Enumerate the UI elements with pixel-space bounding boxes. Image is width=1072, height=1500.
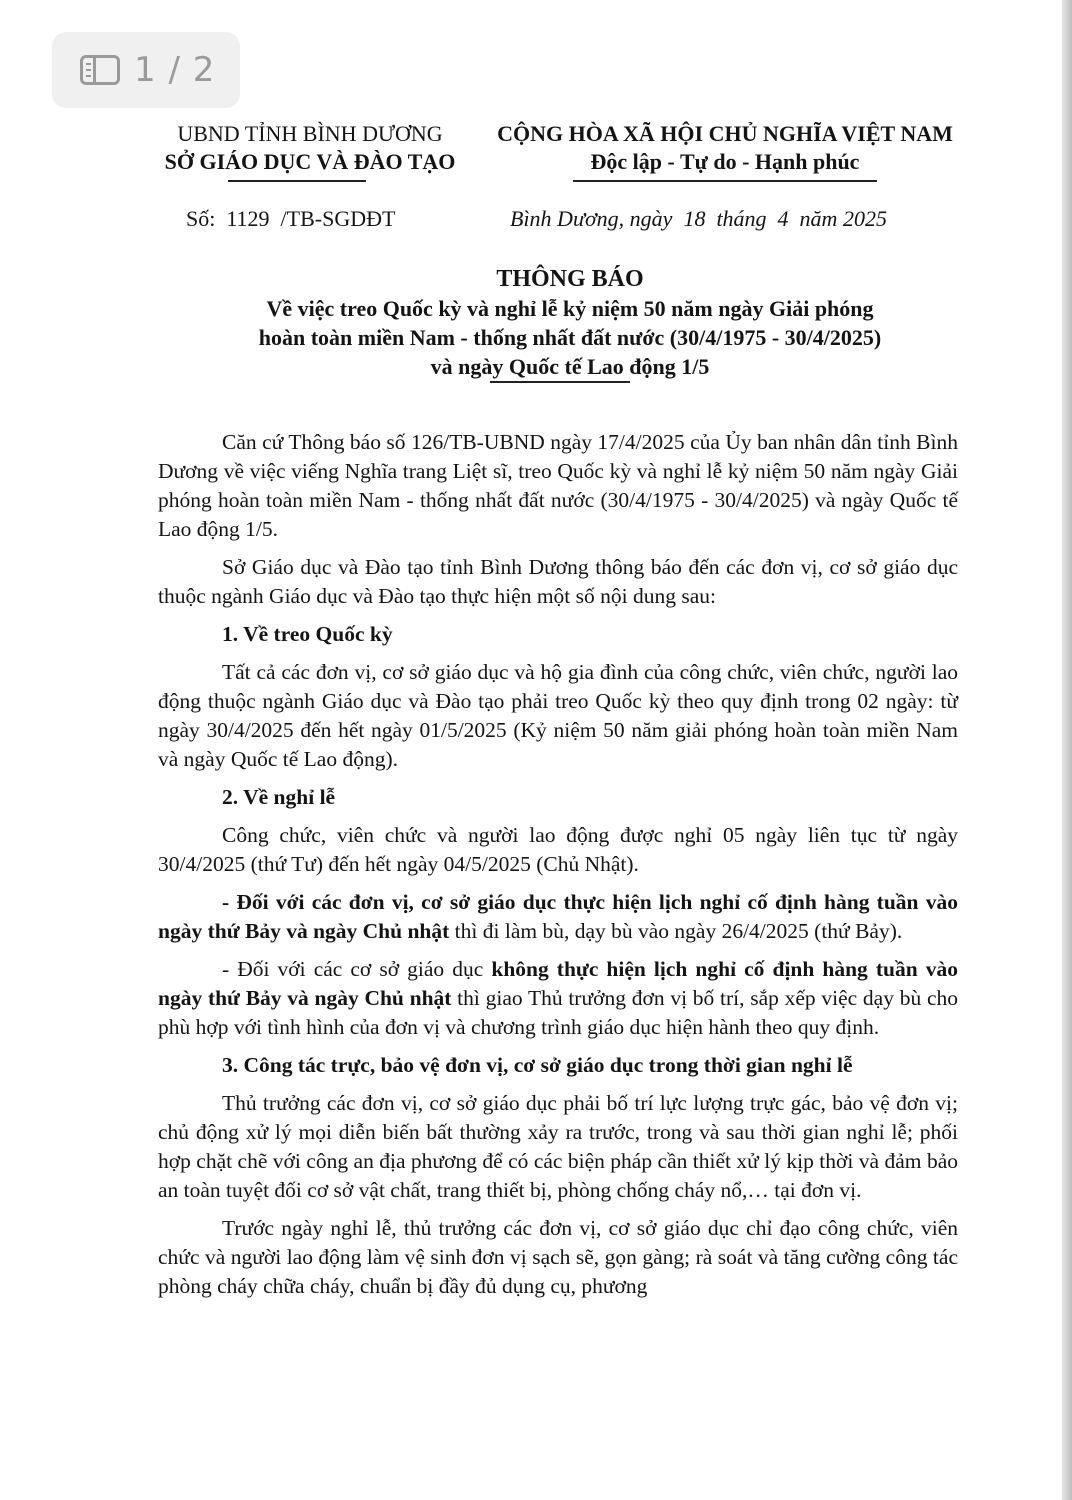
section-2-paragraph-2 bbox=[158, 888, 958, 946]
document-number: Số: 1129 /TB-SGDĐT bbox=[186, 206, 396, 231]
section-3-heading: 3. Công tác trực, bảo vệ đơn vị, cơ sở giáo dục trong thời gian nghỉ lễ bbox=[222, 1053, 853, 1077]
motto: Độc lập - Tự do - Hạnh phúc bbox=[590, 149, 860, 174]
document-title bbox=[140, 264, 1000, 381]
intro-paragraph-1: Căn cứ Thông báo số 126/TB-UBND ngày 17/4/2025 của Ủy ban nhân dân tỉnh Bình Dương về việc viếng Nghĩa trang Liệt sĩ, treo Quốc kỳ và nghỉ lễ kỷ niệm 50 năm ngày Giải phóng hoàn toàn miền Nam - thống nhất đất nước (30/4/1975 - 30/4/2025) và ngày Quốc tế Lao động 1/5. bbox=[158, 430, 958, 541]
agency-underline bbox=[228, 180, 366, 182]
intro-paragraph-2: Sở Giáo dục và Đào tạo tỉnh Bình Dương thông báo đến các đơn vị, cơ sở giáo dục thuộc ngành Giáo dục và Đào tạo thực hiện một số nội dung sau: bbox=[158, 555, 958, 608]
section-2-p2-rest: thì đi làm bù, dạy bù vào ngày 26/4/2025 (thứ Bảy). bbox=[449, 919, 903, 943]
agency-parent: UBND TỈNH BÌNH DƯƠNG bbox=[177, 121, 443, 146]
title-main: THÔNG BÁO bbox=[496, 266, 644, 292]
section-2-p2-bold: thực hiện lịch nghỉ cố định hàng tuần vào ngày thứ Bảy và ngày Chủ nhật bbox=[158, 890, 958, 943]
national-heading bbox=[470, 120, 980, 176]
document-date: Bình Dương, ngày 18 tháng 4 năm 2025 bbox=[510, 206, 887, 231]
section-1-paragraph: Tất cả các đơn vị, cơ sở giáo dục và hộ gia đình của công chức, viên chức, người lao động thuộc ngành Giáo dục và Đào tạo phải treo Quốc kỳ theo quy định trong 02 ngày: từ ngày 30/4/2025 đến hết ngày 01/5/2025 (Kỷ niệm 50 năm giải phóng hoàn toàn miền Nam và ngày Quốc tế Lao động). bbox=[158, 660, 958, 771]
title-line-1: Về việc treo Quốc kỳ và nghỉ lễ kỷ niệm 50 năm ngày Giải phóng bbox=[266, 296, 874, 321]
section-2-p3-lead: - Đối với các cơ sở giáo dục bbox=[222, 957, 492, 981]
country-name: CỘNG HÒA XÃ HỘI CHỦ NGHĨA VIỆT NAM bbox=[497, 121, 953, 146]
document-body bbox=[158, 428, 958, 1310]
agency-name: SỞ GIÁO DỤC VÀ ĐÀO TẠO bbox=[164, 149, 456, 174]
sidebar-icon bbox=[80, 55, 120, 85]
section-2-p3-rest: thì giao Thủ trưởng đơn vị bố trí, sắp xếp việc dạy bù cho phù hợp với tình hình của đơn vị và chương trình giáo dục hiện hành theo quy định. bbox=[158, 986, 958, 1039]
title-underline bbox=[490, 381, 630, 383]
section-2-heading: 2. Về nghỉ lễ bbox=[222, 785, 336, 809]
section-2-p2-lead: - Đối với các đơn vị, cơ sở giáo dục bbox=[222, 890, 564, 914]
section-2-paragraph-3 bbox=[158, 955, 958, 1042]
section-1-heading: 1. Về treo Quốc kỳ bbox=[222, 622, 393, 646]
section-3-paragraph-1: Thủ trưởng các đơn vị, cơ sở giáo dục phải bố trí lực lượng trực gác, bảo vệ đơn vị; chủ động xử lý mọi diễn biến bất thường xảy ra trước, trong và sau thời gian nghỉ lễ; phối hợp chặt chẽ với công an địa phương để có các biện pháp cần thiết xử lý kịp thời và đảm bảo an toàn tuyệt đối cơ sở vật chất, trang thiết bị, phòng chống cháy nổ,… tại đơn vị. bbox=[158, 1091, 958, 1202]
page-edge bbox=[1062, 0, 1072, 1500]
section-2-p3-bold: không thực hiện lịch nghỉ cố định hàng tuần vào ngày thứ Bảy và ngày Chủ nhật bbox=[158, 957, 959, 1010]
section-2-paragraph-1: Công chức, viên chức và người lao động được nghỉ 05 ngày liên tục từ ngày 30/4/2025 (thứ Tư) đến hết ngày 04/5/2025 (Chủ Nhật). bbox=[158, 823, 958, 876]
page-count: 1 / 2 bbox=[134, 50, 216, 90]
issuing-agency bbox=[150, 120, 470, 176]
title-line-3: và ngày Quốc tế Lao động 1/5 bbox=[430, 354, 710, 379]
motto-underline bbox=[573, 180, 877, 182]
page-indicator-button[interactable] bbox=[52, 32, 240, 108]
section-3-paragraph-2: Trước ngày nghỉ lễ, thủ trưởng các đơn vị, cơ sở giáo dục chỉ đạo công chức, viên chức và người lao động làm vệ sinh đơn vị sạch sẽ, gọn gàng; rà soát và tăng cường công tác phòng cháy chữa cháy, chuẩn bị đầy đủ dụng cụ, phương bbox=[158, 1216, 958, 1298]
title-line-2: hoàn toàn miền Nam - thống nhất đất nước (30/4/1975 - 30/4/2025) bbox=[258, 325, 882, 350]
